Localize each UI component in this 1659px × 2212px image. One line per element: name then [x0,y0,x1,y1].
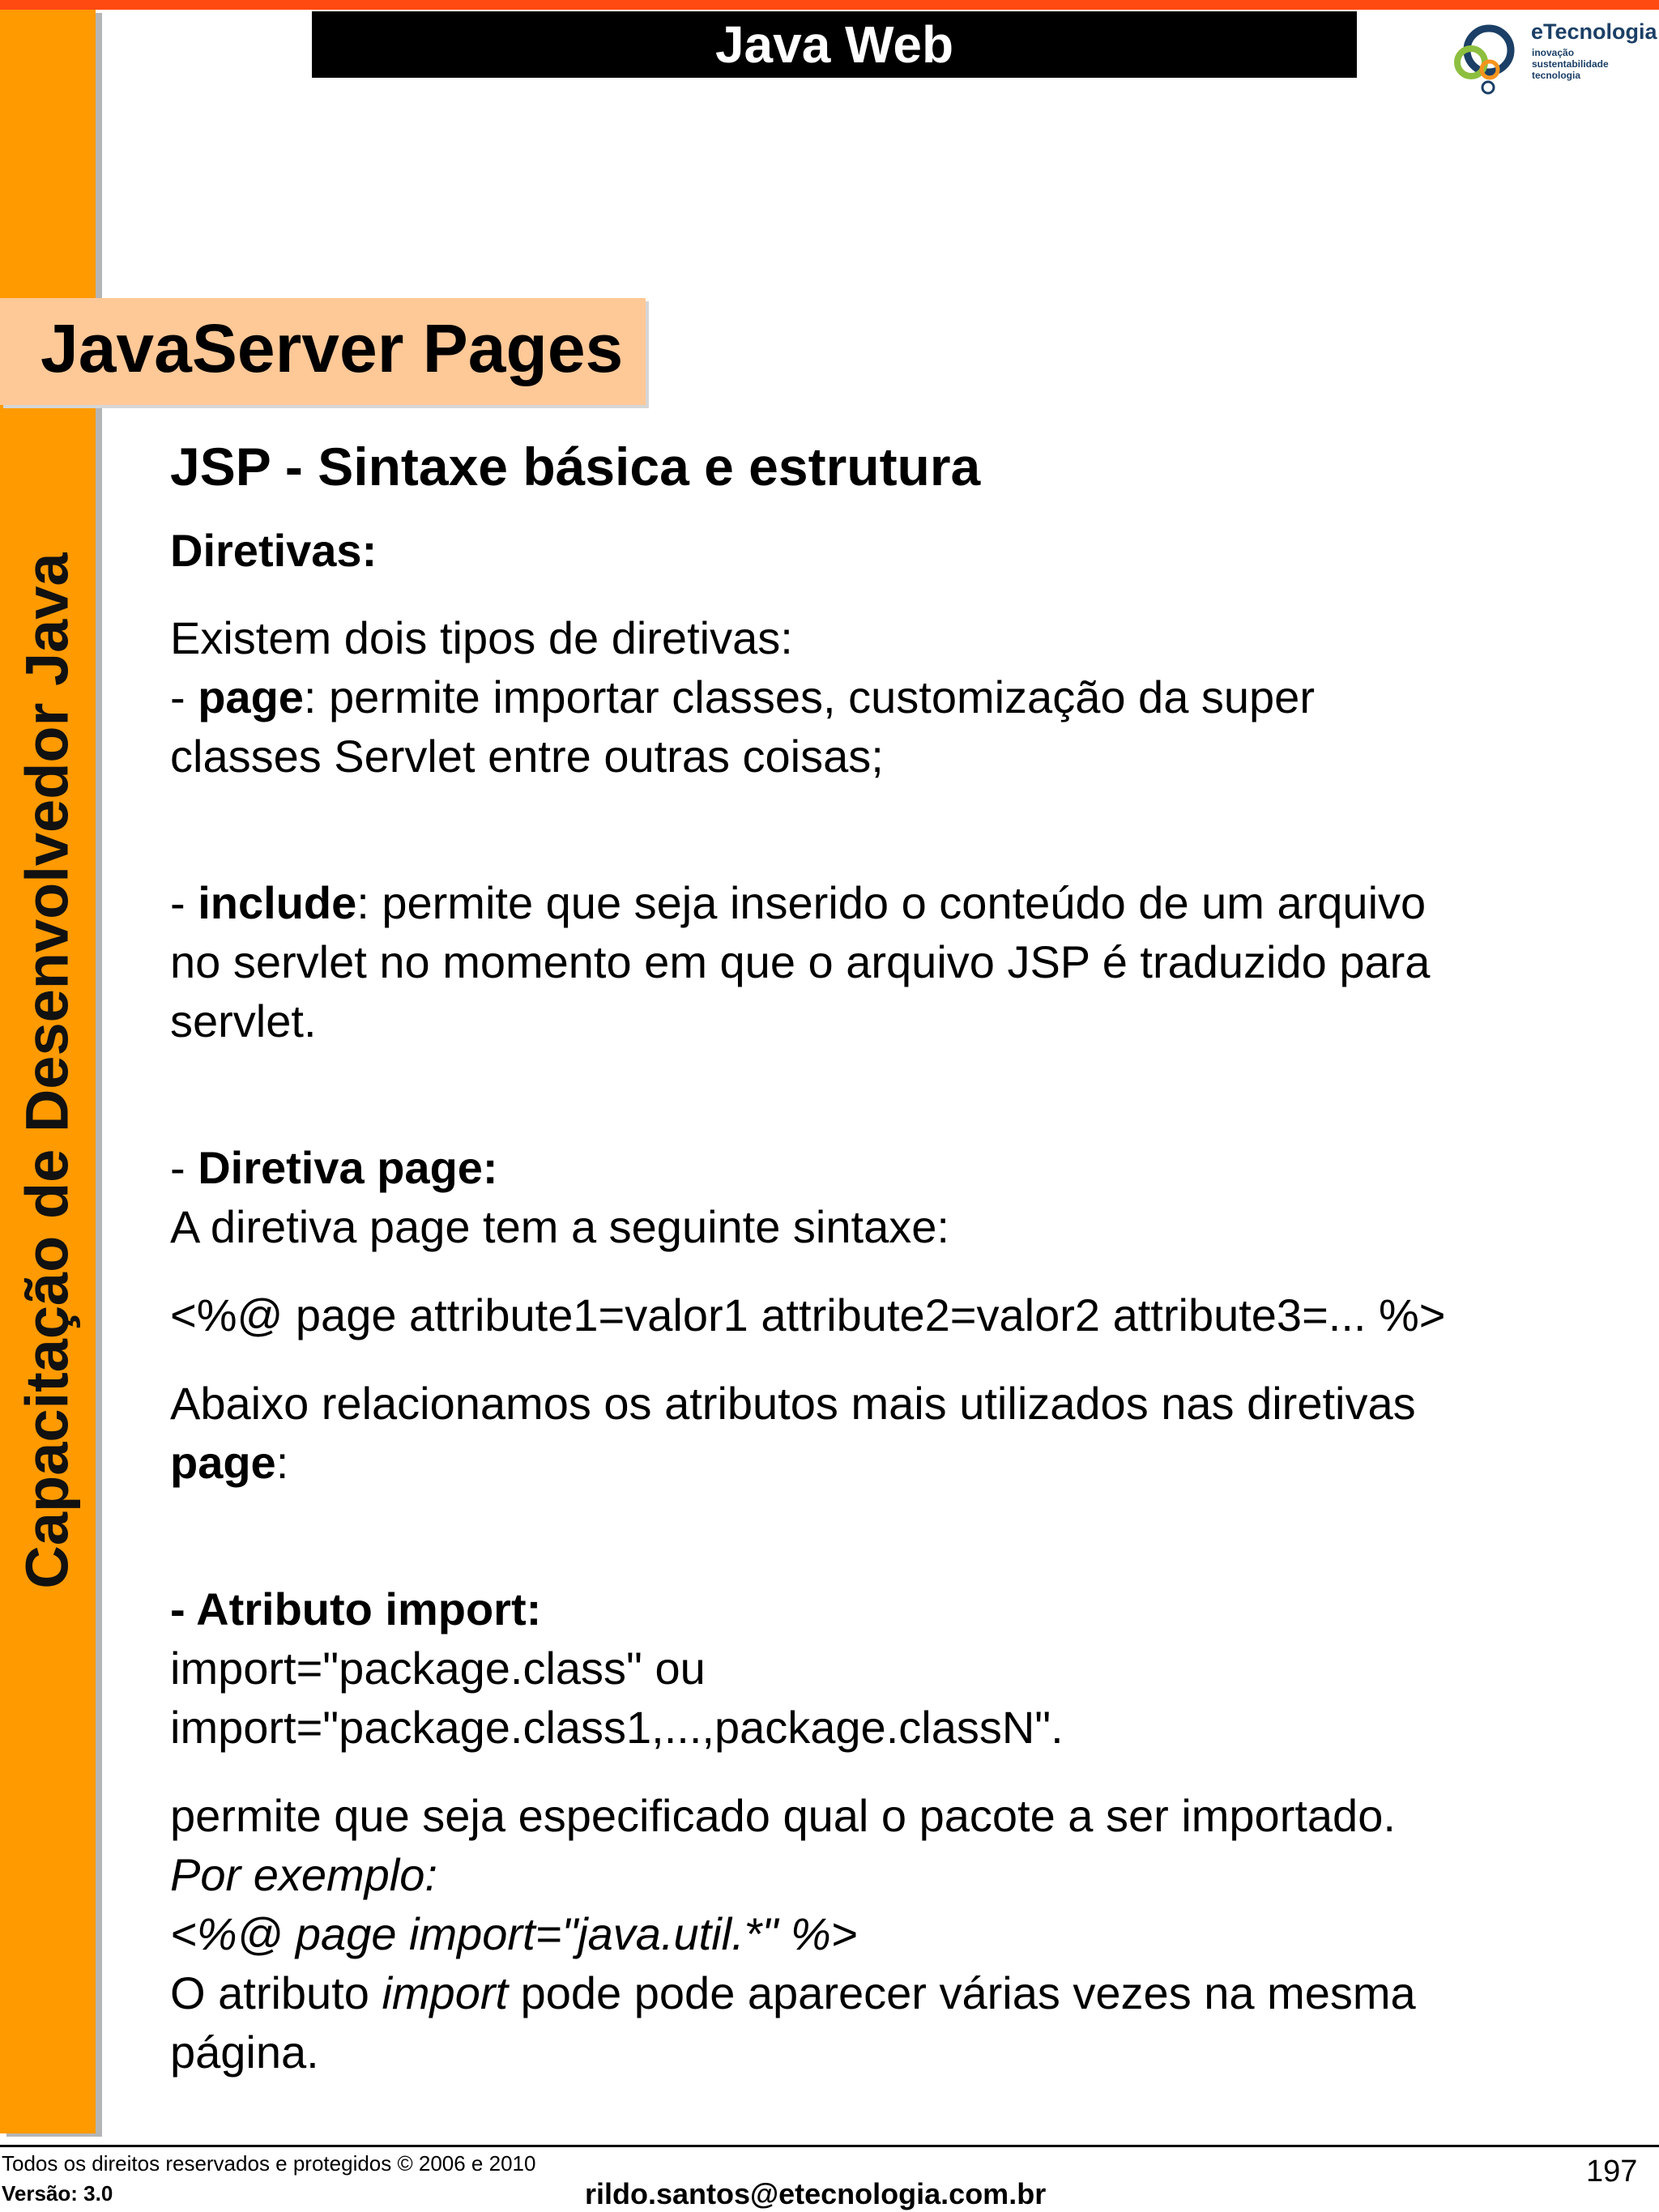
diretivas-label: Diretivas: [170,525,377,576]
top-accent-rule [0,0,1659,10]
page-bullet-continued: classes Servlet entre outras coisas; [170,731,884,782]
diretiva-page-heading: - Diretiva page: [170,1142,498,1193]
etecnologia-logo [1450,15,1657,96]
page-keyword: page [198,671,304,722]
sidebar-course-title: Capacitação de Desenvolvedor Java [13,552,81,1589]
diretiva-page-desc: A diretiva page tem a seguinte sintaxe: [170,1201,949,1252]
footer-email: rildo.santos@etecnologia.com.br [585,2177,1047,2210]
logo-name: eTecnologia [1531,19,1657,44]
directive-syntax: <%@ page attribute1=valor1 attribute2=valor2 attribute3=... %> [170,1289,1446,1340]
import-syntax-1: import="package.class" ou [170,1643,706,1694]
include-bullet: - include: permite que seja inserido o conteúdo de um arquivo [170,877,1427,928]
include-bullet-line-3: servlet. [170,995,317,1046]
include-keyword: include [198,877,357,928]
logo-tagline-3: tecnologia [1532,70,1581,81]
final-note-end: página. [170,2027,319,2078]
slide-heading: JSP - Sintaxe básica e estrutura [170,437,981,497]
footer-rights: Todos os direitos reservados e protegidos © 2006 e 2010 [2,2151,536,2176]
footer-rule [0,2145,1659,2147]
import-heading: - Atributo import: [170,1583,542,1634]
logo-tagline-1: inovação [1532,47,1575,58]
header-title: Java Web [312,11,1357,78]
page-number: 197 [1586,2154,1638,2189]
include-bullet-line-2: no servlet no momento em que o arquivo JSP é traduzido para [170,936,1431,987]
footer-version: Versão: 3.0 [2,2181,113,2206]
intro-text: Existem dois tipos de diretivas: [170,612,793,663]
section-title: JavaServer Pages [41,310,624,386]
logo-tagline-2: sustentabilidade [1532,58,1609,70]
import-description: permite que seja especificado qual o pacote a ser importado. [170,1790,1396,1841]
example-label: Por exemplo: [170,1849,437,1900]
page-bullet: - page: permite importar classes, customização da super [170,671,1315,722]
final-note: O atributo import pode pode aparecer várias vezes na mesma [170,1967,1416,2018]
slide-body [170,437,1636,2082]
logo-rings-icon [1450,18,1528,96]
attributes-intro: Abaixo relacionamos os atributos mais utilizados nas diretivas [170,1378,1416,1429]
import-syntax-2: import="package.class1,...,package.classN". [170,1702,1064,1753]
example-code: <%@ page import="java.util.*" %> [170,1908,858,1959]
attributes-intro-end: page: [170,1437,289,1488]
